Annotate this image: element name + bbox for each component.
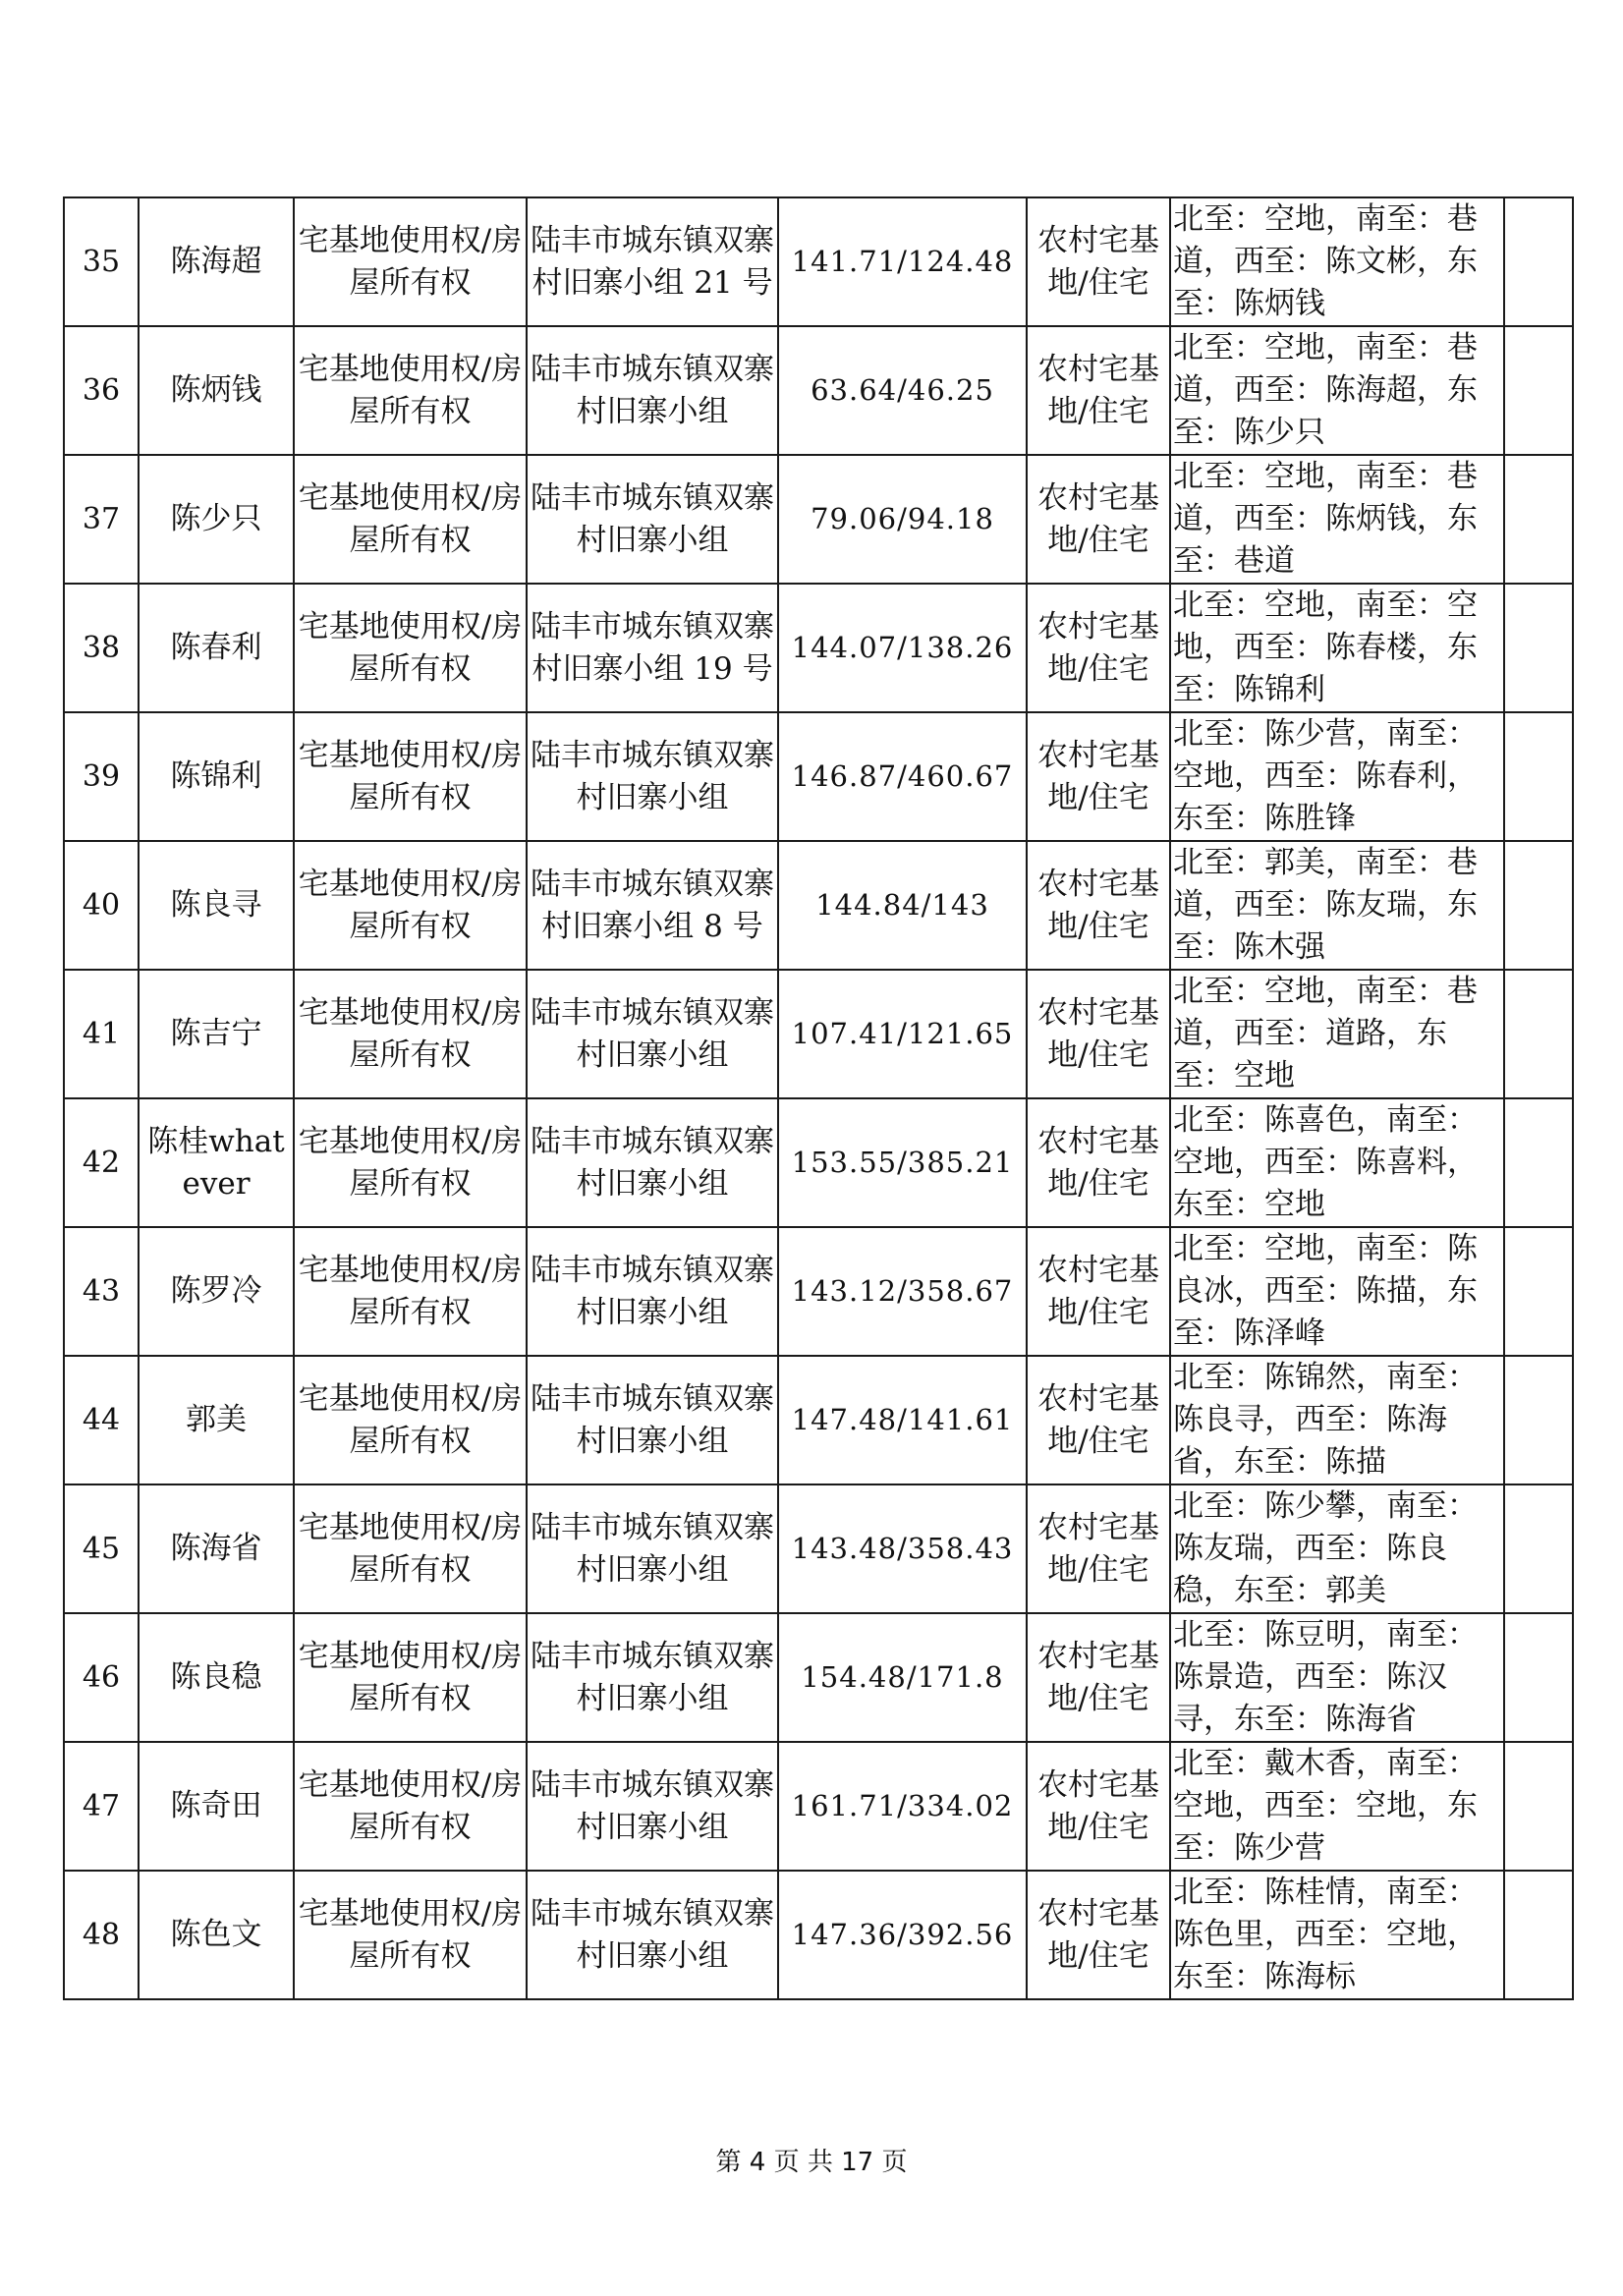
table-row bbox=[64, 455, 1573, 584]
row-number: 38 bbox=[64, 584, 139, 712]
right-type: 宅基地使用权/房屋所有权 bbox=[294, 1356, 527, 1484]
table-row bbox=[64, 1484, 1573, 1613]
right-type: 宅基地使用权/房屋所有权 bbox=[294, 841, 527, 970]
land-use: 农村宅基地/住宅 bbox=[1027, 841, 1170, 970]
land-use: 农村宅基地/住宅 bbox=[1027, 1484, 1170, 1613]
row-number: 45 bbox=[64, 1484, 139, 1613]
remark-cell bbox=[1504, 1613, 1573, 1742]
location: 陆丰市城东镇双寨村旧寨小组 bbox=[527, 1484, 778, 1613]
location: 陆丰市城东镇双寨村旧寨小组 bbox=[527, 455, 778, 584]
owner-name: 郭美 bbox=[139, 1356, 294, 1484]
table-row bbox=[64, 970, 1573, 1098]
area-value: 143.48/358.43 bbox=[778, 1484, 1027, 1613]
land-use: 农村宅基地/住宅 bbox=[1027, 1356, 1170, 1484]
land-use: 农村宅基地/住宅 bbox=[1027, 1871, 1170, 1999]
right-type: 宅基地使用权/房屋所有权 bbox=[294, 197, 527, 326]
area-value: 154.48/171.8 bbox=[778, 1613, 1027, 1742]
row-number: 42 bbox=[64, 1098, 139, 1227]
right-type: 宅基地使用权/房屋所有权 bbox=[294, 1227, 527, 1356]
owner-name: 陈色文 bbox=[139, 1871, 294, 1999]
land-use: 农村宅基地/住宅 bbox=[1027, 326, 1170, 455]
table-row bbox=[64, 326, 1573, 455]
area-value: 107.41/121.65 bbox=[778, 970, 1027, 1098]
land-use: 农村宅基地/住宅 bbox=[1027, 1098, 1170, 1227]
boundaries: 北至：空地，南至：空地，西至：陈春楼，东至：陈锦利 bbox=[1170, 584, 1504, 712]
area-value: 141.71/124.48 bbox=[778, 197, 1027, 326]
location: 陆丰市城东镇双寨村旧寨小组 bbox=[527, 1613, 778, 1742]
location: 陆丰市城东镇双寨村旧寨小组 bbox=[527, 1742, 778, 1871]
remark-cell bbox=[1504, 1871, 1573, 1999]
right-type: 宅基地使用权/房屋所有权 bbox=[294, 584, 527, 712]
table-row bbox=[64, 1871, 1573, 1999]
row-number: 44 bbox=[64, 1356, 139, 1484]
location: 陆丰市城东镇双寨村旧寨小组 8 号 bbox=[527, 841, 778, 970]
boundaries: 北至：空地，南至：巷道，西至：陈炳钱，东至：巷道 bbox=[1170, 455, 1504, 584]
table-row bbox=[64, 1742, 1573, 1871]
remark-cell bbox=[1504, 1484, 1573, 1613]
area-value: 161.71/334.02 bbox=[778, 1742, 1027, 1871]
land-use: 农村宅基地/住宅 bbox=[1027, 1742, 1170, 1871]
location: 陆丰市城东镇双寨村旧寨小组 bbox=[527, 712, 778, 841]
right-type: 宅基地使用权/房屋所有权 bbox=[294, 1613, 527, 1742]
right-type: 宅基地使用权/房屋所有权 bbox=[294, 1871, 527, 1999]
row-number: 41 bbox=[64, 970, 139, 1098]
location: 陆丰市城东镇双寨村旧寨小组 bbox=[527, 1356, 778, 1484]
owner-name: 陈少只 bbox=[139, 455, 294, 584]
row-number: 40 bbox=[64, 841, 139, 970]
land-use: 农村宅基地/住宅 bbox=[1027, 1227, 1170, 1356]
location: 陆丰市城东镇双寨村旧寨小组 21 号 bbox=[527, 197, 778, 326]
owner-name: 陈良寻 bbox=[139, 841, 294, 970]
owner-name: 陈海省 bbox=[139, 1484, 294, 1613]
area-value: 147.48/141.61 bbox=[778, 1356, 1027, 1484]
table-row bbox=[64, 197, 1573, 326]
boundaries: 北至：陈少营，南至：空地，西至：陈春利，东至：陈胜锋 bbox=[1170, 712, 1504, 841]
remark-cell bbox=[1504, 1356, 1573, 1484]
property-table bbox=[63, 196, 1574, 2000]
row-number: 46 bbox=[64, 1613, 139, 1742]
table-row bbox=[64, 584, 1573, 712]
table-row bbox=[64, 1356, 1573, 1484]
area-value: 143.12/358.67 bbox=[778, 1227, 1027, 1356]
owner-name: 陈桂whatever bbox=[139, 1098, 294, 1227]
row-number: 48 bbox=[64, 1871, 139, 1999]
boundaries: 北至：空地，南至：巷道，西至：道路，东至：空地 bbox=[1170, 970, 1504, 1098]
boundaries: 北至：空地，南至：陈良冰，西至：陈描，东至：陈泽峰 bbox=[1170, 1227, 1504, 1356]
land-use: 农村宅基地/住宅 bbox=[1027, 584, 1170, 712]
table-row bbox=[64, 1613, 1573, 1742]
row-number: 36 bbox=[64, 326, 139, 455]
boundaries: 北至：陈桂情，南至：陈色里，西至：空地，东至：陈海标 bbox=[1170, 1871, 1504, 1999]
boundaries: 北至：陈锦然，南至：陈良寻，西至：陈海省，东至：陈描 bbox=[1170, 1356, 1504, 1484]
row-number: 37 bbox=[64, 455, 139, 584]
land-use: 农村宅基地/住宅 bbox=[1027, 455, 1170, 584]
boundaries: 北至：郭美，南至：巷道，西至：陈友瑞，东至：陈木强 bbox=[1170, 841, 1504, 970]
boundaries: 北至：陈豆明，南至：陈景造，西至：陈汉寻，东至：陈海省 bbox=[1170, 1613, 1504, 1742]
land-use: 农村宅基地/住宅 bbox=[1027, 970, 1170, 1098]
location: 陆丰市城东镇双寨村旧寨小组 19 号 bbox=[527, 584, 778, 712]
owner-name: 陈奇田 bbox=[139, 1742, 294, 1871]
remark-cell bbox=[1504, 584, 1573, 712]
table-row bbox=[64, 1227, 1573, 1356]
boundaries: 北至：戴木香，南至：空地，西至：空地，东至：陈少营 bbox=[1170, 1742, 1504, 1871]
remark-cell bbox=[1504, 197, 1573, 326]
remark-cell bbox=[1504, 326, 1573, 455]
remark-cell bbox=[1504, 1742, 1573, 1871]
owner-name: 陈罗冷 bbox=[139, 1227, 294, 1356]
table-row bbox=[64, 1098, 1573, 1227]
page-footer: 第 4 页 共 17 页 bbox=[715, 2148, 908, 2177]
owner-name: 陈吉宁 bbox=[139, 970, 294, 1098]
right-type: 宅基地使用权/房屋所有权 bbox=[294, 1742, 527, 1871]
boundaries: 北至：陈喜色，南至：空地，西至：陈喜料，东至：空地 bbox=[1170, 1098, 1504, 1227]
owner-name: 陈炳钱 bbox=[139, 326, 294, 455]
row-number: 47 bbox=[64, 1742, 139, 1871]
land-use: 农村宅基地/住宅 bbox=[1027, 1613, 1170, 1742]
owner-name: 陈春利 bbox=[139, 584, 294, 712]
remark-cell bbox=[1504, 712, 1573, 841]
owner-name: 陈良稳 bbox=[139, 1613, 294, 1742]
right-type: 宅基地使用权/房屋所有权 bbox=[294, 1098, 527, 1227]
boundaries: 北至：陈少攀，南至：陈友瑞，西至：陈良稳，东至：郭美 bbox=[1170, 1484, 1504, 1613]
remark-cell bbox=[1504, 970, 1573, 1098]
area-value: 79.06/94.18 bbox=[778, 455, 1027, 584]
table-row bbox=[64, 841, 1573, 970]
owner-name: 陈锦利 bbox=[139, 712, 294, 841]
right-type: 宅基地使用权/房屋所有权 bbox=[294, 970, 527, 1098]
location: 陆丰市城东镇双寨村旧寨小组 bbox=[527, 326, 778, 455]
right-type: 宅基地使用权/房屋所有权 bbox=[294, 326, 527, 455]
land-use: 农村宅基地/住宅 bbox=[1027, 197, 1170, 326]
area-value: 147.36/392.56 bbox=[778, 1871, 1027, 1999]
land-use: 农村宅基地/住宅 bbox=[1027, 712, 1170, 841]
area-value: 146.87/460.67 bbox=[778, 712, 1027, 841]
location: 陆丰市城东镇双寨村旧寨小组 bbox=[527, 1227, 778, 1356]
owner-name: 陈海超 bbox=[139, 197, 294, 326]
right-type: 宅基地使用权/房屋所有权 bbox=[294, 712, 527, 841]
row-number: 39 bbox=[64, 712, 139, 841]
remark-cell bbox=[1504, 1227, 1573, 1356]
right-type: 宅基地使用权/房屋所有权 bbox=[294, 455, 527, 584]
table-row bbox=[64, 712, 1573, 841]
area-value: 144.84/143 bbox=[778, 841, 1027, 970]
row-number: 43 bbox=[64, 1227, 139, 1356]
area-value: 144.07/138.26 bbox=[778, 584, 1027, 712]
boundaries: 北至：空地，南至：巷道，西至：陈文彬，东至：陈炳钱 bbox=[1170, 197, 1504, 326]
boundaries: 北至：空地，南至：巷道，西至：陈海超，东至：陈少只 bbox=[1170, 326, 1504, 455]
area-value: 63.64/46.25 bbox=[778, 326, 1027, 455]
location: 陆丰市城东镇双寨村旧寨小组 bbox=[527, 1871, 778, 1999]
location: 陆丰市城东镇双寨村旧寨小组 bbox=[527, 1098, 778, 1227]
remark-cell bbox=[1504, 455, 1573, 584]
row-number: 35 bbox=[64, 197, 139, 326]
right-type: 宅基地使用权/房屋所有权 bbox=[294, 1484, 527, 1613]
remark-cell bbox=[1504, 841, 1573, 970]
remark-cell bbox=[1504, 1098, 1573, 1227]
location: 陆丰市城东镇双寨村旧寨小组 bbox=[527, 970, 778, 1098]
area-value: 153.55/385.21 bbox=[778, 1098, 1027, 1227]
